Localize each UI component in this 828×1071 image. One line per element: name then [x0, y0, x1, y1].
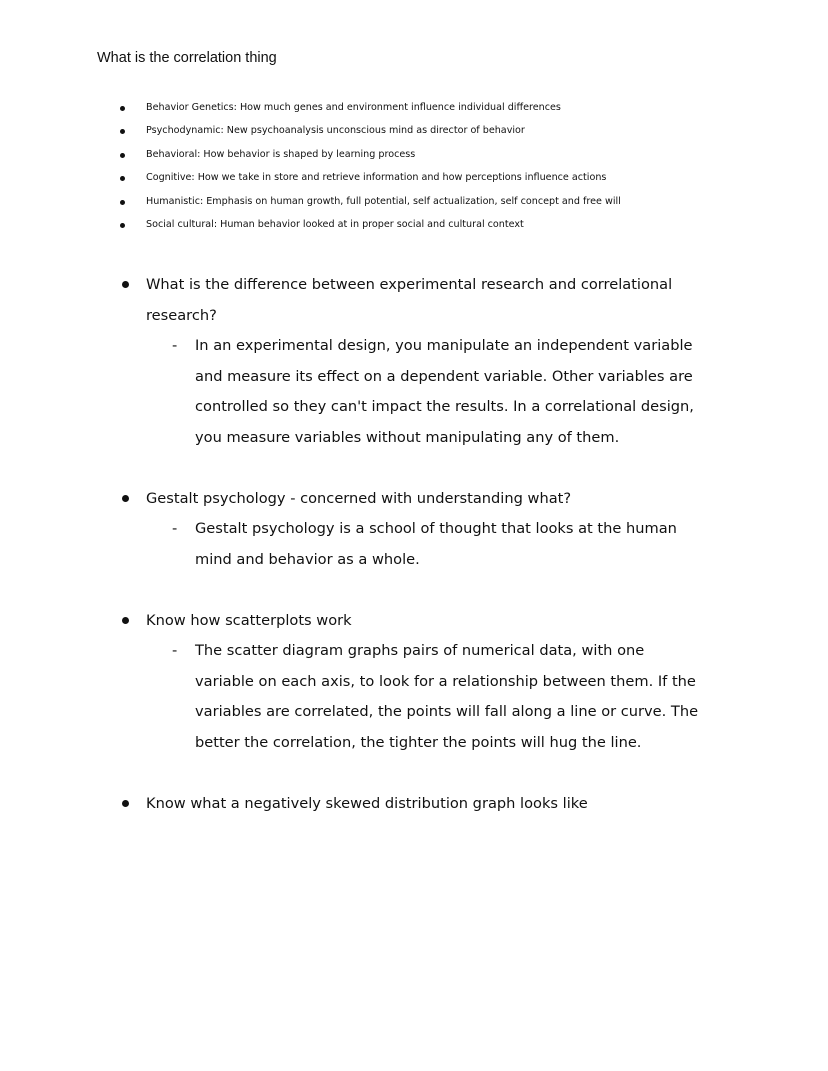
- page-heading: What is the correlation thing: [97, 50, 277, 66]
- question-line: Know what a negatively skewed distribution graph looks like: [146, 795, 588, 812]
- question-text: [146, 789, 716, 820]
- answer-line: and measure its effect on a dependent variable. Other variables are: [195, 367, 693, 385]
- question-line: research?: [146, 306, 217, 324]
- bullet-icon: [120, 200, 125, 205]
- answer-line: controlled so they can't impact the results. In a correlational design,: [195, 398, 694, 415]
- bullet-icon: [122, 617, 129, 624]
- bullet-icon: [122, 281, 129, 288]
- question-line: Gestalt psychology - concerned with understanding what?: [146, 490, 572, 507]
- list-item-text: Humanistic: Emphasis on human growth, full potential, self actualization, self concept and free will: [146, 195, 621, 207]
- answer-text: [195, 636, 755, 758]
- dash-marker: -: [172, 337, 178, 354]
- bullet-icon: [120, 153, 125, 158]
- answer-line: variable on each axis, to look for a relationship between them. If the: [195, 672, 696, 690]
- question-text: [146, 270, 716, 331]
- answer-line: variables are correlated, the points will fall along a line or curve. The: [195, 703, 699, 720]
- bullet-icon: [120, 106, 125, 111]
- dash-marker: -: [172, 520, 178, 537]
- bullet-icon: [120, 129, 125, 134]
- answer-text: [195, 331, 755, 453]
- question-line: What is the difference between experimental research and correlational: [146, 276, 673, 293]
- bullet-icon: [120, 176, 125, 181]
- list-item-text: Behavioral: How behavior is shaped by learning process: [146, 148, 416, 160]
- answer-text: [195, 514, 755, 575]
- bullet-icon: [122, 495, 129, 502]
- question-line: Know how scatterplots work: [146, 612, 352, 629]
- answer-line: you measure variables without manipulating any of them.: [195, 428, 620, 446]
- question-text: [146, 606, 716, 637]
- question-text: [146, 484, 716, 515]
- answer-line: In an experimental design, you manipulate an independent variable: [195, 337, 693, 354]
- answer-line: better the correlation, the tighter the points will hug the line.: [195, 733, 642, 751]
- list-item-text: Behavior Genetics: How much genes and environment influence individual differences: [146, 102, 561, 113]
- list-item-text: Social cultural: Human behavior looked at in proper social and cultural context: [146, 218, 524, 230]
- bullet-icon: [120, 223, 125, 228]
- answer-line: The scatter diagram graphs pairs of numerical data, with one: [195, 642, 645, 659]
- answer-line: mind and behavior as a whole.: [195, 550, 420, 568]
- list-item-text: Psychodynamic: New psychoanalysis unconscious mind as director of behavior: [146, 125, 525, 137]
- list-item-text: Cognitive: How we take in store and retrieve information and how perceptions influence actions: [146, 172, 607, 184]
- dash-marker: -: [172, 642, 178, 659]
- bullet-icon: [122, 800, 129, 807]
- answer-line: Gestalt psychology is a school of thought that looks at the human: [195, 520, 677, 537]
